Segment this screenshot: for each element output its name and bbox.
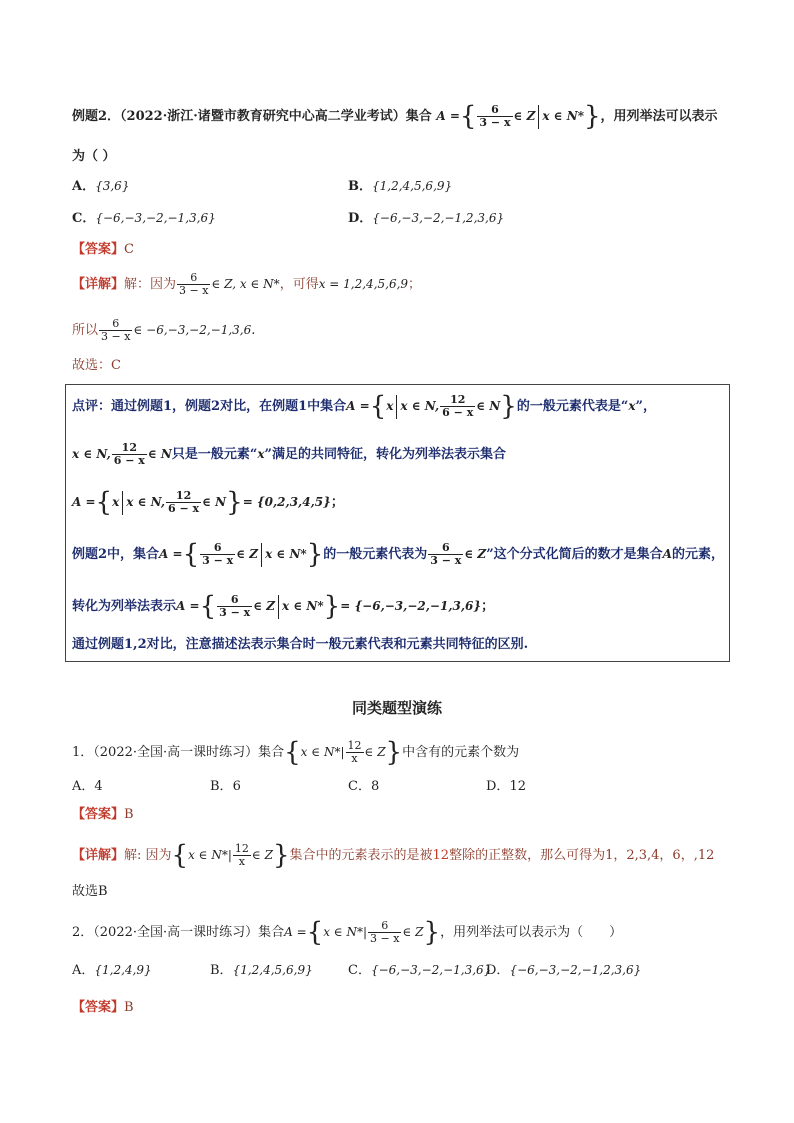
q2-option-c: C．{−6,−3,−2,−1,3,6} bbox=[348, 963, 492, 978]
answer-line: 【答案】C bbox=[72, 242, 134, 257]
section-title: 同类题型演练 bbox=[351, 699, 442, 717]
q2-option-a: A．{1,2,4,9} bbox=[72, 963, 152, 978]
q1-detail: 【详解】解: 因为{x ∈ N*| $\frac{12}{x}$ ∈ Z}集合中的元素表示的是被12整除的正整数，那么可得为1，2,3,4，6，,12 bbox=[72, 840, 715, 871]
comment-line-2: x ∈ N, $\frac{12}{6 - x}$ ∈ N只是一般元素“x”满足的共同特征，转化为列举法表示集合 bbox=[72, 441, 507, 467]
q2-stem: 2．（2022·全国·高一课时练习）集合A ={x ∈ N*| $\frac{6}{3 - x}$ ∈ Z}，用列举法可以表示为（ ） bbox=[72, 917, 623, 948]
example2-stem: 例题2．（2022·浙江·诸暨市教育研究中心高二学业考试）集合 A ={ $\frac{6}{3 - x}$ ∈ Z x ∈ N*}，用列举法可以表示 bbox=[72, 101, 718, 132]
comment-line-6: 通过例题1,2对比，注意描述法表示集合时一般元素代表和元素共同特征的区别. bbox=[72, 637, 529, 652]
q1-choose: 故选B bbox=[72, 884, 108, 899]
option-d: D．{−6,−3,−2,−1,2,3,6} bbox=[348, 211, 505, 226]
q1-answer: 【答案】B bbox=[72, 807, 134, 822]
q1-stem: 1．（2022·全国·高一课时练习）集合{x ∈ N*| $\frac{12}{x}$ ∈ Z}中含有的元素个数为 bbox=[72, 737, 520, 768]
fraction: $\frac{6}{3 - x}$ bbox=[479, 103, 511, 129]
detail-line-2: 所以 $\frac{6}{3 - x}$ ∈ −6,−3,−2,−1,3,6. bbox=[72, 317, 256, 343]
q1-option-b: B．6 bbox=[210, 779, 241, 794]
comment-line-4: 例题2中，集合A ={ $\frac{6}{3 - x}$ ∈ Z x ∈ N*}的一般元素代表为 $\frac{6}{3 - x}$ ∈ Z”这个分式化简后的数才是集合A的元素， bbox=[72, 539, 724, 570]
example-label: 例题2． bbox=[72, 109, 121, 124]
example2-stem-cont: 为（ ） bbox=[72, 149, 116, 164]
comment-line-3: A ={x x ∈ N, $\frac{12}{6 - x}$ ∈ N}= {0,2,3,4,5}； bbox=[72, 487, 344, 518]
choose-line: 故选：C bbox=[72, 358, 121, 373]
q1-option-c: C．8 bbox=[348, 779, 380, 794]
q2-answer: 【答案】B bbox=[72, 1000, 134, 1015]
option-b: B．{1,2,4,5,6,9} bbox=[348, 179, 453, 194]
option-a: A．{3,6} bbox=[72, 179, 130, 194]
q1-option-d: D．12 bbox=[486, 779, 526, 794]
option-c: C．{−6,−3,−2,−1,3,6} bbox=[72, 211, 216, 226]
q2-option-b: B．{1,2,4,5,6,9} bbox=[210, 963, 313, 978]
comment-line-1: 点评：通过例题1，例题2对比，在例题1中集合A ={x x ∈ N, $\frac{12}{6 - x}$ ∈ N}的一般元素代表是“x”， bbox=[72, 391, 656, 422]
comment-box bbox=[65, 384, 730, 662]
example-source: （2022·浙江·诸暨市教育研究中心高二学业考试） bbox=[120, 109, 406, 124]
q1-option-a: A．4 bbox=[72, 779, 103, 794]
detail-line-1: 【详解】解：因为 $\frac{6}{3 - x}$ ∈ Z, x ∈ N*，可得x = 1,2,4,5,6,9； bbox=[72, 271, 422, 297]
q2-option-d: D．{−6,−3,−2,−1,2,3,6} bbox=[486, 963, 642, 978]
comment-line-5: 转化为列举法表示A ={ $\frac{6}{3 - x}$ ∈ Z x ∈ N*}= {−6,−3,−2,−1,3,6}； bbox=[72, 591, 495, 622]
